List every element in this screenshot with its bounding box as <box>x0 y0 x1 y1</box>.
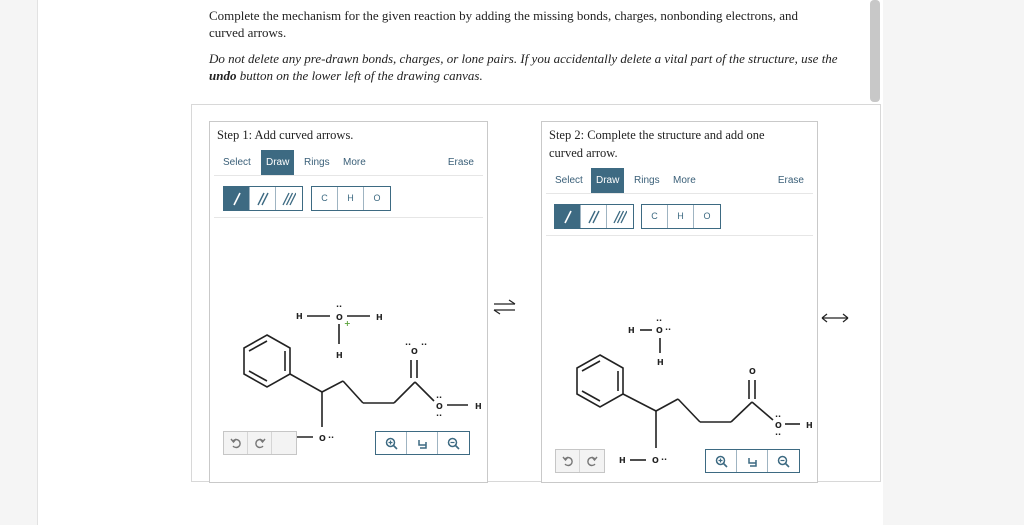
step2-zoom-in-button[interactable] <box>706 450 737 472</box>
step1-zoom-tools <box>375 431 470 455</box>
step2-carbonyl-o: O <box>749 367 756 376</box>
step2-water-lone-pair-top: ·· <box>656 316 663 325</box>
step1-bond <box>249 371 267 381</box>
zoom-in-icon <box>715 455 728 468</box>
step1-water-lone-pair: ·· <box>328 433 335 442</box>
step2-lone-pair-hydroxyl-bottom: ·· <box>775 430 782 439</box>
instruction-line-3: Do not delete any pre-drawn bonds, charges, or lone pairs. If you accidentally delete a vital part of the structure, use the <box>209 51 838 66</box>
step2-bond <box>731 402 752 422</box>
step1-tab-erase[interactable]: Erase <box>447 157 474 168</box>
step1-zoom-out-button[interactable] <box>438 432 469 454</box>
atom-c-button[interactable]: C <box>642 205 668 228</box>
step1-hydronium-o: O <box>336 313 343 322</box>
instruction-line-4-rest: button on the lower left of the drawing canvas. <box>236 68 483 83</box>
undo-icon <box>562 455 574 467</box>
step2-canvas[interactable] <box>542 122 819 484</box>
step1-hydronium-h-left: H <box>296 312 303 321</box>
step2-tab-draw[interactable]: Draw <box>591 168 624 193</box>
step2-lone-pair-hydroxyl-top: ·· <box>775 412 782 421</box>
step1-hydronium-h-bottom: H <box>336 351 343 360</box>
step1-bond <box>249 341 267 351</box>
step2-tab-rings[interactable]: Rings <box>634 175 660 186</box>
zoom-in-icon <box>385 437 398 450</box>
step2-reset-zoom-button[interactable] <box>737 450 768 472</box>
step1-lone-pair-top: ·· <box>336 302 343 311</box>
step2-zoom-out-button[interactable] <box>768 450 799 472</box>
redo-icon <box>586 455 598 467</box>
step1-redo-button[interactable] <box>248 432 272 454</box>
step2-tab-more[interactable]: More <box>673 175 696 186</box>
step1-bond <box>394 382 415 403</box>
left-gutter <box>0 0 38 525</box>
step2-bottom-h: H <box>619 456 626 465</box>
step2-bond <box>678 399 700 422</box>
step1-tab-select[interactable]: Select <box>223 157 251 168</box>
step2-bottom-lone-pair: ·· <box>661 455 668 464</box>
reset-zoom-icon <box>416 437 429 450</box>
step2-bond <box>623 394 656 411</box>
step1-bond <box>415 382 434 401</box>
equilibrium-arrow-icon <box>493 299 517 315</box>
step2-tab-select[interactable]: Select <box>555 175 583 186</box>
step1-plus-charge: + <box>344 319 351 328</box>
step1-canvas[interactable] <box>210 122 489 484</box>
step2-bond <box>582 361 600 371</box>
step1-extra-tool[interactable] <box>272 432 296 454</box>
step2-history-tools <box>555 449 605 473</box>
step2-benzene-ring <box>577 355 623 407</box>
atom-o-button[interactable]: O <box>364 187 390 210</box>
step1-benzene-ring <box>244 335 290 387</box>
step1-lone-pair-carbonyl: ·· <box>405 340 412 349</box>
step2-tab-erase[interactable]: Erase <box>777 175 804 186</box>
step2-water-h-bottom: H <box>657 358 664 367</box>
step1-zoom-in-button[interactable] <box>376 432 407 454</box>
instruction-line-1: Complete the mechanism for the given reaction by adding the missing bonds, charges, nonbonding electrons, and <box>209 8 798 23</box>
atom-c-button[interactable]: C <box>312 187 338 210</box>
step2-title-line-2: curved arrow. <box>549 146 618 160</box>
step2-hydroxyl-o: O <box>775 421 782 430</box>
step1-tab-rings[interactable]: Rings <box>304 157 330 168</box>
step1-panel <box>209 121 488 483</box>
step1-lone-pair-hydroxyl-bottom: ·· <box>436 411 443 420</box>
scrollbar-thumb[interactable] <box>870 0 880 102</box>
step1-lone-pair-carbonyl-right: ·· <box>421 340 428 349</box>
atom-o-button[interactable]: O <box>694 205 720 228</box>
atom-h-button[interactable]: H <box>668 205 694 228</box>
reset-zoom-icon <box>746 455 759 468</box>
step1-bond <box>290 374 322 392</box>
step2-bond <box>752 402 773 420</box>
step1-reset-zoom-button[interactable] <box>407 432 438 454</box>
step2-water-o: O <box>656 326 663 335</box>
step1-title: Step 1: Add curved arrows. <box>217 128 354 142</box>
step2-bond <box>582 391 600 401</box>
atom-h-button[interactable]: H <box>338 187 364 210</box>
step1-water-o: O <box>319 434 326 443</box>
step2-bottom-o: O <box>652 456 659 465</box>
step1-hydronium-h-right: H <box>376 313 383 322</box>
redo-icon <box>254 437 266 449</box>
instruction-line-2: curved arrows. <box>209 25 287 40</box>
undo-icon <box>230 437 242 449</box>
zoom-out-icon <box>447 437 460 450</box>
step1-bond <box>322 381 343 392</box>
step2-undo-button[interactable] <box>556 450 580 472</box>
step2-water-h: H <box>628 326 635 335</box>
zoom-out-icon <box>777 455 790 468</box>
step1-carbonyl-o: O <box>411 347 418 356</box>
step1-lone-pair-hydroxyl-top: ·· <box>436 393 443 402</box>
step1-tab-draw[interactable]: Draw <box>261 150 294 175</box>
step2-zoom-tools <box>705 449 800 473</box>
step2-water-lone-pair-right: ·· <box>665 325 672 334</box>
step2-hydroxyl-h: H <box>806 421 813 430</box>
instruction-line-4 <box>209 67 849 85</box>
step2-panel <box>541 121 818 483</box>
resonance-arrow-icon <box>820 312 850 324</box>
right-background <box>883 0 1024 525</box>
step2-redo-button[interactable] <box>580 450 604 472</box>
undo-emphasis: undo <box>209 68 237 83</box>
step2-title-line-1: Step 2: Complete the structure and add one <box>549 128 765 142</box>
step1-tab-more[interactable]: More <box>343 157 366 168</box>
step1-history-tools <box>223 431 297 455</box>
step1-undo-button[interactable] <box>224 432 248 454</box>
step1-hydroxyl-o: O <box>436 402 443 411</box>
step1-bond <box>343 381 363 403</box>
step2-bond <box>656 399 678 411</box>
step1-hydroxyl-h: H <box>475 402 482 411</box>
